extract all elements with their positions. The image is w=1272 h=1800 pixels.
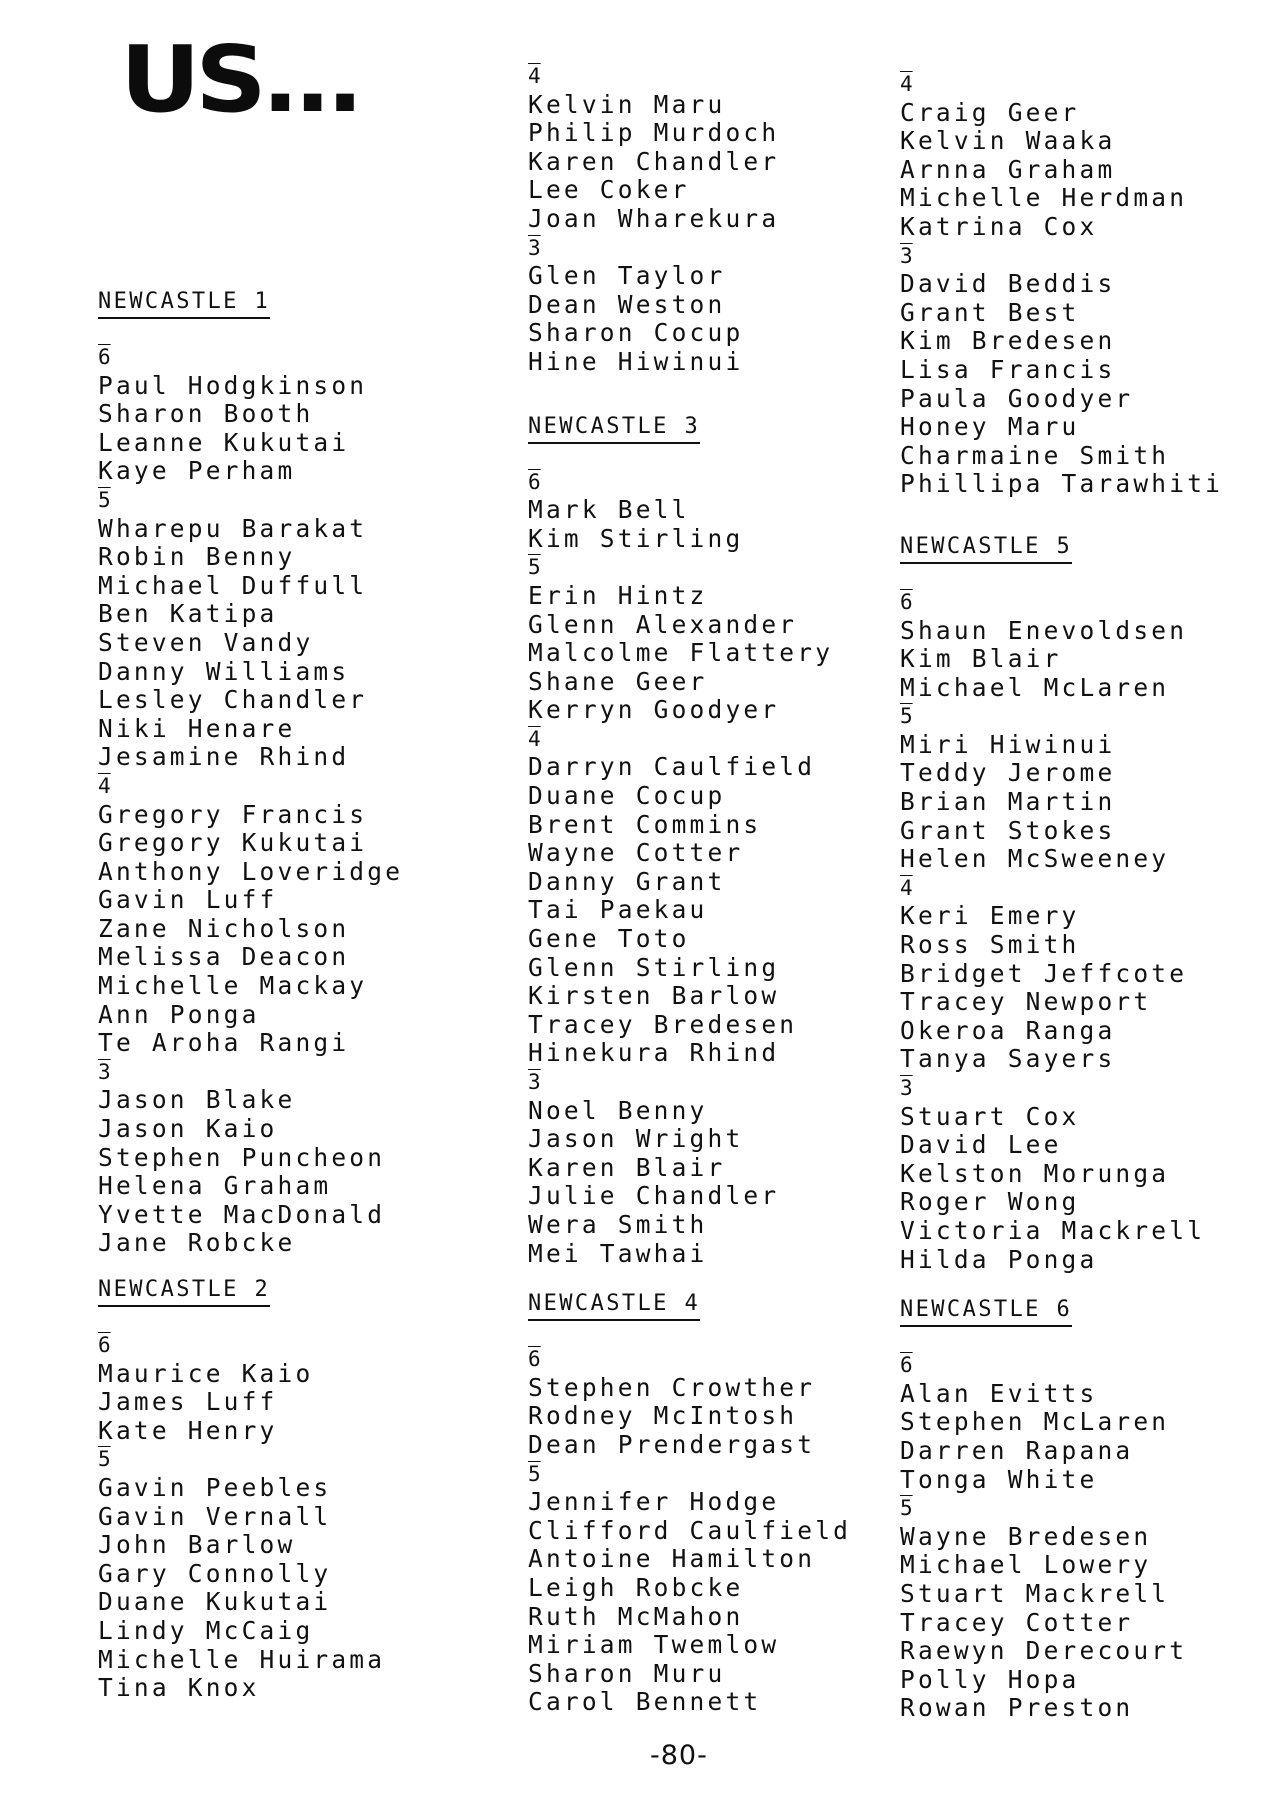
heading-spacer bbox=[528, 444, 851, 468]
rank-number: 6 bbox=[98, 1333, 111, 1357]
name-list-item: Gene Toto bbox=[528, 924, 690, 954]
rank-label bbox=[528, 1460, 851, 1489]
name-list-item: Keri Emery bbox=[900, 901, 1080, 931]
name-list-item: Steven Vandy bbox=[98, 627, 314, 657]
name-list-item: Michael Duffull bbox=[98, 570, 368, 600]
heading-spacer bbox=[98, 1307, 403, 1331]
name-list-item: Helena Graham bbox=[98, 1171, 332, 1201]
name-list-item: Clifford Caulfield bbox=[528, 1515, 852, 1545]
name-list-item: Tina Knox bbox=[98, 1673, 260, 1703]
section-heading: NEWCASTLE 4 bbox=[528, 1290, 700, 1321]
name-list-item: Hine Hiwinui bbox=[528, 346, 744, 376]
rank-label bbox=[900, 70, 1223, 99]
section-newcastle-4-continued bbox=[900, 70, 1223, 499]
rank-number: 5 bbox=[900, 704, 913, 729]
rank-label bbox=[98, 772, 403, 801]
name-list-item: Darren Rapana bbox=[900, 1435, 1134, 1465]
name-list-item: Phillipa Tarawhiti bbox=[900, 469, 1224, 499]
rank-number: 5 bbox=[98, 1447, 111, 1472]
name-list-item: Julie Chandler bbox=[528, 1181, 780, 1211]
page-title: US... bbox=[120, 26, 359, 133]
name-list-item: Michelle Mackay bbox=[98, 971, 368, 1001]
name-list-item: Darryn Caulfield bbox=[528, 752, 816, 782]
rank-label bbox=[900, 1494, 1223, 1523]
name-list-item: Tai Paekau bbox=[528, 895, 708, 925]
rank-label bbox=[98, 1058, 403, 1087]
name-list-item: Kim Bredesen bbox=[900, 326, 1116, 356]
heading-spacer bbox=[900, 564, 1223, 588]
name-list-item: Stuart Mackrell bbox=[900, 1578, 1170, 1608]
name-list-item: Rowan Preston bbox=[900, 1693, 1134, 1723]
rank-number: 4 bbox=[528, 64, 541, 88]
rank-label bbox=[900, 874, 1223, 903]
name-list-item: Craig Geer bbox=[900, 97, 1080, 127]
rank-number: 5 bbox=[528, 1461, 541, 1486]
name-list-item: Glenn Stirling bbox=[528, 952, 780, 982]
name-list-item: Anthony Loveridge bbox=[98, 856, 404, 886]
name-list-item: Shane Geer bbox=[528, 666, 708, 696]
name-list-item: Kim Blair bbox=[900, 644, 1062, 674]
name-list-item: Ben Katipa bbox=[98, 599, 278, 629]
name-list-item: Melissa Deacon bbox=[98, 942, 350, 972]
name-list-item: Leigh Robcke bbox=[528, 1572, 744, 1602]
rank-label bbox=[528, 1068, 851, 1097]
name-list-item: David Lee bbox=[900, 1130, 1062, 1160]
name-list-item: Antoine Hamilton bbox=[528, 1544, 816, 1574]
name-list-item: Raewyn Derecourt bbox=[900, 1636, 1188, 1666]
name-list-item: Stephen McLaren bbox=[900, 1407, 1170, 1437]
name-list-item: Niki Henare bbox=[98, 713, 296, 743]
rank-number: 6 bbox=[98, 345, 111, 369]
name-list-item: Miri Hiwinui bbox=[900, 729, 1116, 759]
name-list-item: Tonga White bbox=[900, 1464, 1098, 1494]
name-list-item: Sharon Muru bbox=[528, 1658, 726, 1688]
rank-label bbox=[98, 1331, 403, 1360]
rank-label bbox=[900, 588, 1223, 617]
name-list-item: Teddy Jerome bbox=[900, 758, 1116, 788]
name-list-item: Joan Wharekura bbox=[528, 203, 780, 233]
name-list-item: Ruth McMahon bbox=[528, 1601, 744, 1631]
rank-label bbox=[528, 468, 851, 497]
name-list-item: Danny Grant bbox=[528, 866, 726, 896]
section-heading: NEWCASTLE 1 bbox=[98, 288, 270, 319]
name-list-item: Lee Coker bbox=[528, 175, 690, 205]
rank-label bbox=[528, 62, 851, 91]
section-heading: NEWCASTLE 3 bbox=[528, 413, 700, 444]
name-list-item: Carol Bennett bbox=[528, 1687, 762, 1717]
name-list-item: Michael McLaren bbox=[900, 672, 1170, 702]
name-list-item: Danny Williams bbox=[98, 656, 350, 686]
name-list-item: Leanne Kukutai bbox=[98, 427, 350, 457]
section-newcastle-5 bbox=[900, 533, 1223, 1274]
rank-number: 6 bbox=[528, 469, 541, 494]
rank-label bbox=[98, 343, 403, 372]
rank-label bbox=[900, 242, 1223, 271]
column-left bbox=[98, 288, 403, 1703]
name-list-item: Kelston Morunga bbox=[900, 1158, 1170, 1188]
section-newcastle-3 bbox=[528, 413, 851, 1269]
name-list-item: Brent Commins bbox=[528, 809, 762, 839]
rank-label bbox=[528, 725, 851, 754]
name-list-item: Kaye Perham bbox=[98, 456, 296, 486]
name-list-item: Ann Ponga bbox=[98, 999, 260, 1029]
name-list-item: Hilda Ponga bbox=[900, 1244, 1098, 1274]
name-list-item: Jane Robcke bbox=[98, 1228, 296, 1258]
name-list-item: Honey Maru bbox=[900, 412, 1080, 442]
name-list-item: Wera Smith bbox=[528, 1209, 708, 1239]
name-list-item: Malcolme Flattery bbox=[528, 638, 834, 668]
rank-number: 4 bbox=[900, 72, 913, 96]
name-list-item: Noel Benny bbox=[528, 1095, 708, 1125]
heading-spacer bbox=[900, 1327, 1223, 1351]
name-list-item: Charmaine Smith bbox=[900, 440, 1170, 470]
rank-number: 4 bbox=[528, 726, 541, 751]
name-list-item: Victoria Mackrell bbox=[900, 1215, 1206, 1245]
name-list-item: Wayne Bredesen bbox=[900, 1521, 1152, 1551]
name-list-item: Mei Tawhai bbox=[528, 1238, 708, 1268]
name-list-item: Jennifer Hodge bbox=[528, 1487, 780, 1517]
name-list-item: James Luff bbox=[98, 1387, 278, 1417]
name-list-item: Stephen Crowther bbox=[528, 1372, 816, 1402]
name-list-item: Ross Smith bbox=[900, 930, 1080, 960]
name-list-item: Shaun Enevoldsen bbox=[900, 615, 1188, 645]
name-list-item: Glen Taylor bbox=[528, 261, 726, 291]
name-list-item: Lesley Chandler bbox=[98, 685, 368, 715]
rank-number: 6 bbox=[900, 589, 913, 614]
name-list-item: Mark Bell bbox=[528, 495, 690, 525]
name-list-item: Wayne Cotter bbox=[528, 838, 744, 868]
name-list-item: Tracey Cotter bbox=[900, 1607, 1134, 1637]
name-list-item: Erin Hintz bbox=[528, 580, 708, 610]
name-list-item: Paula Goodyer bbox=[900, 383, 1134, 413]
name-list-item: Duane Kukutai bbox=[98, 1587, 332, 1617]
section-newcastle-2 bbox=[98, 1276, 403, 1703]
name-list-item: Michelle Herdman bbox=[900, 183, 1188, 213]
section-newcastle-6 bbox=[900, 1296, 1223, 1723]
name-list-item: Alan Evitts bbox=[900, 1378, 1098, 1408]
rank-label bbox=[528, 1345, 851, 1374]
heading-spacer bbox=[98, 319, 403, 343]
name-list-item: Roger Wong bbox=[900, 1187, 1080, 1217]
name-list-item: Jason Wright bbox=[528, 1124, 744, 1154]
name-list-item: Lisa Francis bbox=[900, 354, 1116, 384]
section-newcastle-2-continued bbox=[528, 62, 851, 377]
name-list-item: Sharon Cocup bbox=[528, 318, 744, 348]
rank-number: 4 bbox=[900, 875, 913, 900]
name-list-item: Michael Lowery bbox=[900, 1550, 1152, 1580]
rank-number: 3 bbox=[900, 1076, 913, 1100]
rank-label bbox=[900, 702, 1223, 731]
rank-label bbox=[900, 1074, 1223, 1103]
name-list-item: Kelvin Waaka bbox=[900, 126, 1116, 156]
name-list-item: Robin Benny bbox=[98, 542, 296, 572]
name-list-item: Dean Weston bbox=[528, 289, 726, 319]
name-list-item: Tracey Bredesen bbox=[528, 1009, 798, 1039]
rank-label bbox=[528, 553, 851, 582]
name-list-item: Jesamine Rhind bbox=[98, 742, 350, 772]
rank-number: 5 bbox=[98, 487, 111, 512]
name-list-item: Lindy McCaig bbox=[98, 1615, 314, 1645]
name-list-item: Paul Hodgkinson bbox=[98, 370, 368, 400]
rank-label bbox=[98, 486, 403, 515]
name-list-item: Yvette MacDonald bbox=[98, 1199, 386, 1229]
name-list-item: John Barlow bbox=[98, 1530, 296, 1560]
rank-label bbox=[98, 1445, 403, 1474]
name-list-item: Hinekura Rhind bbox=[528, 1038, 780, 1068]
name-list-item: Kirsten Barlow bbox=[528, 981, 780, 1011]
name-list-item: Stuart Cox bbox=[900, 1101, 1080, 1131]
rank-number: 3 bbox=[98, 1059, 111, 1084]
name-list-item: Michelle Huirama bbox=[98, 1644, 386, 1674]
name-list-item: Gavin Vernall bbox=[98, 1501, 332, 1531]
name-list-item: Okeroa Ranga bbox=[900, 1015, 1116, 1045]
name-list-item: Jason Blake bbox=[98, 1085, 296, 1115]
name-list-item: Katrina Cox bbox=[900, 211, 1098, 241]
section-heading: NEWCASTLE 2 bbox=[98, 1276, 270, 1307]
name-list-item: Kerryn Goodyer bbox=[528, 695, 780, 725]
name-list-item: Tracey Newport bbox=[900, 987, 1152, 1017]
name-list-item: Zane Nicholson bbox=[98, 913, 350, 943]
name-list-item: Tanya Sayers bbox=[900, 1044, 1116, 1074]
rank-number: 3 bbox=[900, 243, 913, 268]
name-list-item: Brian Martin bbox=[900, 787, 1116, 817]
name-list-item: Dean Prendergast bbox=[528, 1429, 816, 1459]
name-list-item: Polly Hopa bbox=[900, 1664, 1080, 1694]
name-list-item: Karen Blair bbox=[528, 1152, 726, 1182]
name-list-item: Kate Henry bbox=[98, 1415, 278, 1445]
name-list-item: Gavin Luff bbox=[98, 885, 278, 915]
name-list-item: Arnna Graham bbox=[900, 154, 1116, 184]
column-right bbox=[900, 70, 1223, 1723]
page-number: -80- bbox=[650, 1740, 708, 1771]
rank-number: 6 bbox=[528, 1347, 541, 1372]
name-list-item: Bridget Jeffcote bbox=[900, 958, 1188, 988]
name-list-item: Grant Best bbox=[900, 297, 1080, 327]
rank-number: 3 bbox=[528, 1070, 541, 1094]
name-list-item: Gary Connolly bbox=[98, 1558, 332, 1588]
name-list-item: Duane Cocup bbox=[528, 781, 726, 811]
name-list-item: Wharepu Barakat bbox=[98, 513, 368, 543]
name-list-item: Maurice Kaio bbox=[98, 1358, 314, 1388]
name-list-item: Gavin Peebles bbox=[98, 1472, 332, 1502]
name-list-item: Grant Stokes bbox=[900, 815, 1116, 845]
name-list-item: Philip Murdoch bbox=[528, 118, 780, 148]
name-list-item: Kelvin Maru bbox=[528, 89, 726, 119]
section-heading: NEWCASTLE 5 bbox=[900, 533, 1072, 564]
name-list-item: Gregory Kukutai bbox=[98, 828, 368, 858]
name-list-item: Miriam Twemlow bbox=[528, 1630, 780, 1660]
rank-number: 4 bbox=[98, 773, 111, 798]
name-list-item: Jason Kaio bbox=[98, 1114, 278, 1144]
section-newcastle-4 bbox=[528, 1290, 851, 1717]
rank-number: 5 bbox=[528, 555, 541, 580]
name-list-item: Sharon Booth bbox=[98, 399, 314, 429]
name-list-item: Kim Stirling bbox=[528, 523, 744, 553]
rank-number: 6 bbox=[900, 1353, 913, 1378]
column-middle bbox=[528, 62, 851, 1717]
name-list-item: Glenn Alexander bbox=[528, 609, 798, 639]
rank-number: 5 bbox=[900, 1496, 913, 1521]
heading-spacer bbox=[528, 1321, 851, 1345]
name-list-item: Stephen Puncheon bbox=[98, 1142, 386, 1172]
section-heading: NEWCASTLE 6 bbox=[900, 1296, 1072, 1327]
section-newcastle-1 bbox=[98, 288, 403, 1258]
name-list-item: Helen McSweeney bbox=[900, 844, 1170, 874]
rank-label bbox=[900, 1351, 1223, 1380]
name-list-item: Rodney McIntosh bbox=[528, 1401, 798, 1431]
name-list-item: David Beddis bbox=[900, 269, 1116, 299]
rank-number: 3 bbox=[528, 235, 541, 260]
name-list-item: Te Aroha Rangi bbox=[98, 1028, 350, 1058]
rank-label bbox=[528, 234, 851, 263]
name-list-item: Karen Chandler bbox=[528, 146, 780, 176]
name-list-item: Gregory Francis bbox=[98, 799, 368, 829]
